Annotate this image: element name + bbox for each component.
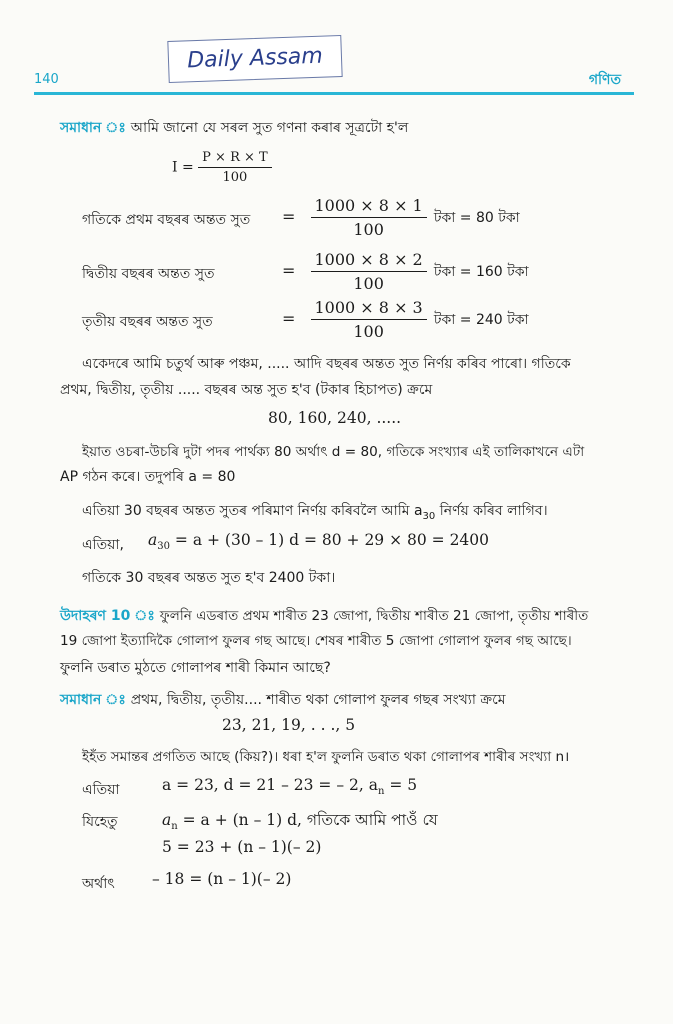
example10-line2: 19 জোপা ইত্যাদিকৈ গোলাপ ফুলৰ গছ আছে। শেষৰ শাৰীত 5 জোপা গোলাপ ফুলৰ গছ আছে। <box>60 633 572 649</box>
solution-label: সমাধান ঃ <box>60 692 126 708</box>
chapter-title: গণিত <box>588 72 621 88</box>
example-label: উদাহৰণ 10 ঃ <box>60 608 155 624</box>
solution2-intro: সমাধান ঃ প্ৰথম, দ্বিতীয়, তৃতীয়.... শাৰীত থকা গোলাপ ফুলৰ গছৰ সংখ্যা ক্ৰমে <box>60 692 506 708</box>
para1-line2: প্ৰথম, দ্বিতীয়, তৃতীয় ..... বছৰৰ অন্ত সুত হ'ব (টকাৰ হিচাপত) ক্ৰমে <box>60 382 433 398</box>
row1-expression: a = 23, d = 21 – 23 = – 2, $a_n = 5$ <box>162 776 418 798</box>
row1-label: এতিয়া <box>82 782 120 798</box>
row4-expression: – 18 = (n – 1)(– 2) <box>152 870 292 888</box>
year3-label: তৃতীয় বছৰৰ অন্তত সুত <box>82 314 213 330</box>
row2-expression: $a_n = a + (n - 1)$ d, গতিকে আমি পাওঁ যে <box>162 811 438 833</box>
page-number: 140 <box>34 72 59 87</box>
para3: এতিয়া 30 বছৰৰ অন্তত সুতৰ পৰিমাণ নিৰ্ণয় কৰিবলৈ আমি $a_{30}$ নিৰ্ণয় কৰিব লাগিব। <box>82 503 548 522</box>
year1-label: গতিকে প্ৰথম বছৰৰ অন্তত সুত <box>82 212 251 228</box>
year1-calc: = $\frac{1000 \times 8 \times 1}{100}$ টকা = 80 টকা <box>282 196 520 239</box>
row2-label: যিহেতু <box>82 814 118 830</box>
para1-line1: একেদৰে আমি চতুৰ্থ আৰু পঞ্চম, ..... আদি বছৰৰ অন্তত সুত নিৰ্ণয় কৰিব পাৰো। গতিকে <box>82 356 571 372</box>
year2-calc: = $\frac{1000 \times 8 \times 2}{100}$ টকা = 160 টকা <box>282 250 529 293</box>
example10-line1: উদাহৰণ 10 ঃ ফুলনি এডৰাত প্ৰথম শাৰীত 23 জোপা, দ্বিতীয় শাৰীত 21 জোপা, তৃতীয় শাৰীত <box>60 608 589 624</box>
sequence-2: 23, 21, 19, . . ., 5 <box>222 716 356 734</box>
example10-line3: ফুলনি ডৰাত মুঠতে গোলাপৰ শাৰী কিমান আছে? <box>60 660 331 676</box>
row4-label: অৰ্থাৎ <box>82 876 115 892</box>
calc-label: এতিয়া, <box>82 537 124 553</box>
solution1-intro: সমাধান ঃ আমি জানো যে সৰল সুত গণনা কৰাৰ সূত্ৰটো হ'ল <box>60 120 409 136</box>
year3-calc: = $\frac{1000 \times 8 \times 3}{100}$ টকা = 240 টকা <box>282 298 529 341</box>
interest-formula: I = $\frac{P \times R \times T}{100}$ <box>172 150 272 185</box>
conclusion: গতিকে 30 বছৰৰ অন্তত সুত হ'ব 2400 টকা। <box>82 570 336 586</box>
solution2-para: ইহঁত সমান্তৰ প্ৰগতিত আছে (কিয়?)। ধৰা হ'ল ফুলনি ডৰাত থকা গোলাপৰ শাৰীৰ সংখ্যা n। <box>82 749 570 765</box>
para2-line2: AP গঠন কৰে। তদুপৰি a = 80 <box>60 469 236 485</box>
sequence-1: 80, 160, 240, ..... <box>268 409 402 427</box>
header-rule <box>34 92 634 95</box>
solution-label: সমাধান ঃ <box>60 120 126 136</box>
calc-expression: $a_{30} = a + (30 - 1) d = 80 + 29 \times 80 = 2400$ <box>148 531 490 553</box>
para2-line1: ইয়াত ওচৰা-উচৰি দুটা পদৰ পাৰ্থক্য 80 অৰ্থাৎ d = 80, গতিকে সংখ্যাৰ এই তালিকাখনে এটা <box>82 444 585 460</box>
year2-label: দ্বিতীয় বছৰৰ অন্তত সুত <box>82 266 215 282</box>
daily-assam-stamp: Daily Assam <box>167 35 342 83</box>
row3-expression: 5 = 23 + (n – 1)(– 2) <box>162 838 322 856</box>
